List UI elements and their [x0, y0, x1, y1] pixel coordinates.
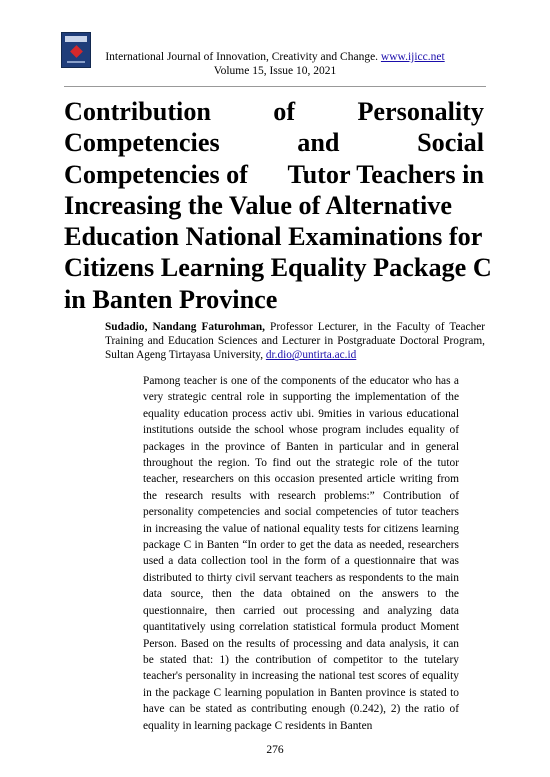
title-word: Contribution	[64, 97, 211, 126]
title-line	[64, 284, 484, 315]
title-line	[64, 190, 484, 221]
article-title	[64, 96, 492, 315]
logo-band	[65, 36, 87, 42]
journal-citation-line	[70, 50, 480, 64]
author-block	[105, 320, 485, 363]
title-word: Social	[417, 128, 484, 158]
page-number: 276	[266, 744, 284, 756]
title-line	[64, 221, 484, 252]
author-email-link[interactable]: dr.dio@untirta.ac.id	[265, 349, 357, 362]
title-word: Tutor Teachers in	[287, 159, 484, 189]
title-word: Competencies of	[64, 159, 248, 189]
title-word: Personality	[357, 97, 484, 126]
title-line	[64, 96, 484, 127]
title-text: Education National Examinations for	[64, 222, 483, 252]
title-line	[64, 159, 484, 190]
author-affiliation: Professor Lecturer, in the Faculty of Teacher Training and Education Sciences and Lecturer in Postgraduate Doctoral Program, Sultan Ageng Tirtayasa University,	[105, 321, 485, 362]
title-line	[64, 252, 492, 283]
title-text: in Banten Province	[64, 284, 278, 314]
journal-volume: Volume 15, Issue 10, 2021	[213, 65, 337, 77]
title-text: Increasing the Value of Alternative	[64, 190, 452, 220]
title-line	[64, 127, 484, 158]
journal-url-link[interactable]: www.ijicc.net	[380, 51, 445, 63]
title-text: Citizens Learning Equality Package C	[64, 253, 492, 283]
title-word: Competencies	[64, 128, 220, 158]
title-word: of	[273, 97, 296, 126]
author-names: Sudadio, Nandang Faturohman,	[105, 321, 265, 333]
title-word: and	[297, 128, 340, 158]
journal-name: International Journal of Innovation, Creativity and Change.	[105, 51, 379, 63]
header-divider	[64, 86, 486, 87]
abstract-text: Pamong teacher is one of the components of the educator who has a very strategic central role in supporting the implementation of the equality education process activ ubi. 9mities in various educational institutions outside the school whose program includes equality of packages in the province of Banten in particular and in general throughout the region. To find out the strategic role of the tutor teacher, researchers on this occasion presented article writing from the research results with research problems:” Contribution of personality competencies and social competencies of tutor teachers in increasing the value of national equality tests for citizens learning package C in Banten “In order to get the data as needed, researchers used a data collection tool in the form of a questionnaire that was distributed to thirty civil servant teachers as respondents to the main data source, then the data obtained on the answers to the questionnaire, then carried out processing and analyzing data quantitatively using correlation statistical formula product Moment Person. Based on the results of processing and data analysis, it can be stated that: 1) the contribution of competitor to the tutelary teacher's personality in increasing the national test scores of equality in the package C learning population in Banten province is stated to have can be stated as contributing enough (0.242), 2) the ratio of equality in learning package C residents in Banten	[143, 375, 459, 732]
journal-header	[70, 50, 480, 78]
